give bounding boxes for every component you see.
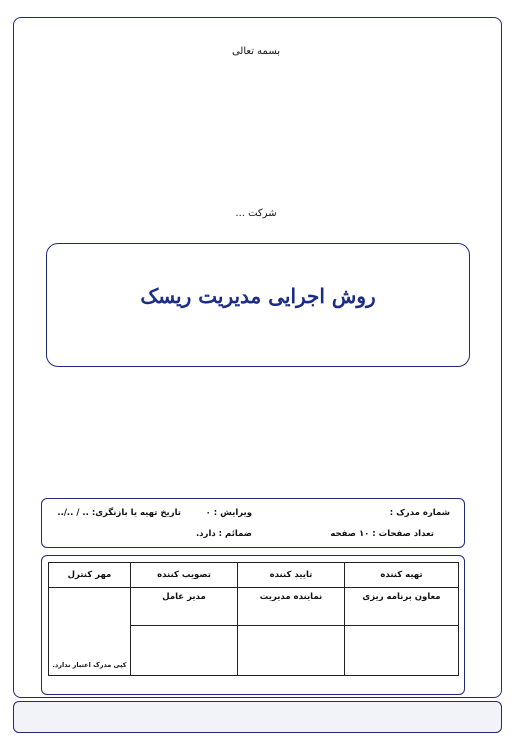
preparer-role: معاون برنامه ریزی (345, 588, 459, 626)
header-approver: تصویب کننده (131, 563, 238, 588)
header-confirmer: تایید کننده (238, 563, 345, 588)
approval-header-row (49, 563, 459, 588)
header-preparer: تهیه کننده (345, 563, 459, 588)
approval-box (41, 555, 465, 695)
confirmer-role: نماینده مدیریت (238, 588, 345, 626)
attachments: ضمائم : دارد. (195, 529, 252, 539)
footer-bar (13, 701, 502, 733)
company-name: شرکت ... (235, 208, 277, 219)
header-control-seal: مهر کنترل (49, 563, 131, 588)
revision: ویرایش : ۰ (205, 508, 252, 518)
approval-table (48, 562, 459, 676)
document-info-box (41, 498, 465, 548)
preparation-date: تاریخ تهیه یا بازنگری: .. / ../.. (57, 508, 181, 518)
page-count: تعداد صفحات : ۱۰ صفحه (330, 529, 434, 539)
control-seal-cell (49, 588, 131, 676)
document-title: روش اجرایی مدیریت ریسک (140, 284, 376, 308)
confirmer-signature (238, 626, 345, 676)
approver-role: مدیر عامل (131, 588, 238, 626)
copy-invalid-note: کپی مدرک اعتبار ندارد. (52, 661, 127, 669)
basmala-heading: بسمه تعالی (231, 46, 281, 57)
signatory-row (49, 588, 459, 626)
title-box (46, 243, 470, 367)
preparer-signature (345, 626, 459, 676)
approver-signature (131, 626, 238, 676)
doc-number-label: شماره مدرک : (389, 508, 450, 518)
